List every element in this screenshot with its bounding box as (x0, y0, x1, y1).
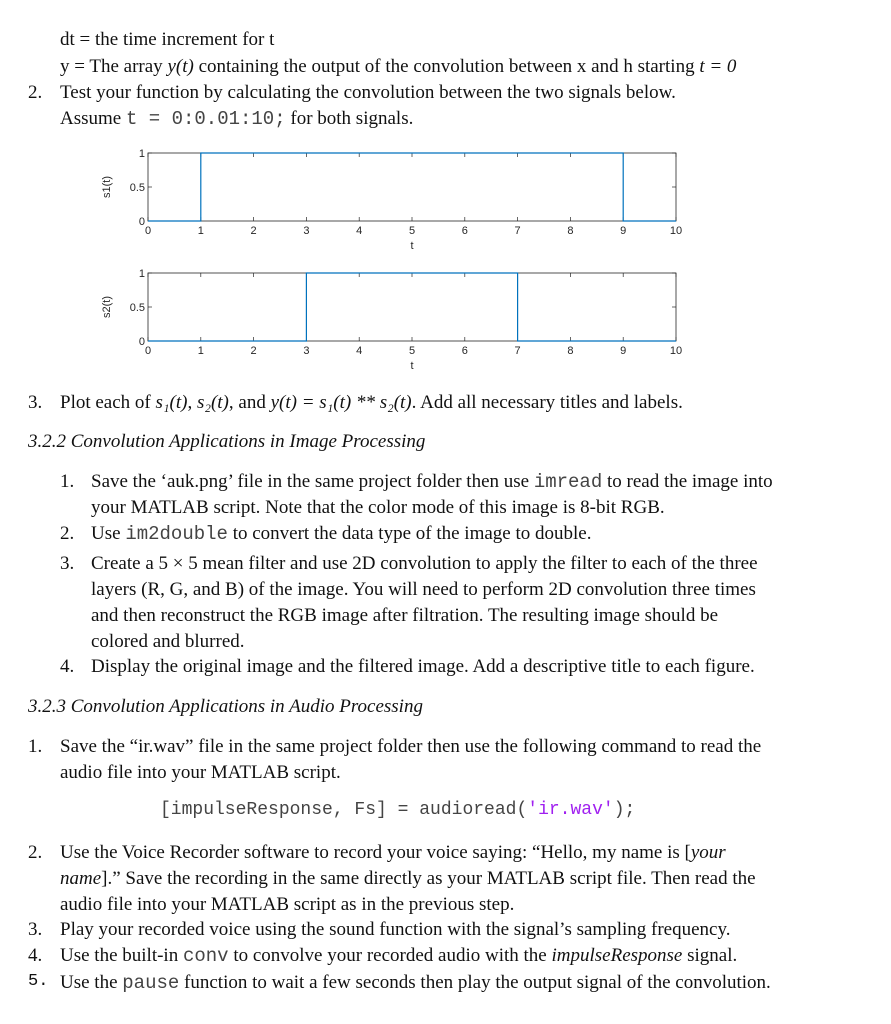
x-tick-label: 8 (567, 225, 574, 237)
audio-item-1-line1: Save the “ir.wav” file in the same project folder then use the following command to read the (60, 736, 762, 757)
x-axis-label: t (410, 240, 414, 252)
x-tick-label: 1 (197, 345, 204, 357)
img-item-3-line2: layers (R, G, and B) of the image. You will need to perform 2D convolution three times (91, 579, 756, 600)
y-tick-label: 1 (138, 268, 145, 280)
img-item-1-text: Save the ‘auk.png’ file in the same project folder then use imread to read the image into (91, 471, 773, 493)
x-tick-label: 9 (620, 345, 627, 357)
y-tick-label: 1 (138, 148, 145, 160)
audio-item-2-line2: name].” Save the recording in the same directly as your MATLAB script file. Then read the (60, 868, 756, 889)
audio-item-2-line1: Use the Voice Recorder software to record your voice saying: “Hello, my name is [your (60, 842, 726, 863)
x-tick-label: 10 (669, 345, 683, 357)
x-tick-label: 2 (250, 345, 257, 357)
im2double-code: im2double (125, 523, 228, 545)
section-heading-image: 3.2.2 Convolution Applications in Image Processing (28, 431, 426, 452)
y-axis-label: s2(t) (101, 296, 113, 318)
x-tick-label: 9 (620, 225, 627, 237)
imread-code: imread (533, 471, 603, 493)
x-tick-label: 7 (514, 225, 521, 237)
audio-item-4-number: 4. (28, 945, 43, 966)
plot-frame (148, 153, 676, 221)
img-item-3-line4: colored and blurred. (91, 631, 245, 652)
item-3-text: Plot each of s₁(t), s₂(t), and y(t) = s₁(t) ** s₂(t). Add all necessary titles and labels. (60, 392, 683, 413)
assume-line: Assume t = 0:0.01:10; for both signals. (60, 108, 414, 130)
audio-item-2-number: 2. (28, 842, 43, 863)
y-axis-label: s1(t) (101, 176, 113, 198)
x-axis-label: t (410, 360, 414, 372)
y-definition: y = The array y(t) containing the output of the convolution between x and h starting t = 0 (60, 56, 737, 77)
assume-code: t = 0:0.01:10; (125, 108, 286, 130)
x-tick-label: 4 (356, 225, 363, 237)
x-tick-label: 3 (303, 225, 310, 237)
audio-item-5-text: Use the pause function to wait a few seconds then play the output signal of the convolution. (60, 972, 771, 994)
item-3-number: 3. (28, 392, 43, 413)
img-item-3-line3: and then reconstruct the RGB image after filtration. The resulting image should be (91, 605, 718, 626)
x-tick-label: 10 (669, 225, 683, 237)
audioread-code: [impulseResponse, Fs] = audioread('ir.wav'); (160, 800, 636, 820)
conv-code: conv (182, 945, 229, 967)
y-tick-label: 0.5 (129, 302, 145, 314)
y-tick-label: 0 (138, 216, 145, 228)
img-item-4-text: Display the original image and the filtered image. Add a descriptive title to each figure. (91, 656, 755, 677)
img-item-2-number: 2. (60, 523, 75, 544)
x-tick-label: 6 (461, 345, 468, 357)
dt-definition: dt = the time increment for t (60, 29, 275, 50)
pause-code: pause (122, 972, 180, 994)
img-item-1-number: 1. (60, 471, 75, 492)
x-tick-label: 8 (567, 345, 574, 357)
signal-plots (0, 140, 891, 390)
img-item-3-line1: Create a 5 × 5 mean filter and use 2D convolution to apply the filter to each of the three (91, 553, 758, 574)
item-2-text: Test your function by calculating the convolution between the two signals below. (60, 82, 676, 103)
img-item-2-text: Use im2double to convert the data type of the image to double. (91, 523, 592, 545)
img-item-4-number: 4. (60, 656, 75, 677)
x-tick-label: 7 (514, 345, 521, 357)
x-tick-label: 0 (144, 225, 152, 237)
x-tick-label: 4 (356, 345, 363, 357)
x-tick-label: 6 (461, 225, 468, 237)
audio-item-3-number: 3. (28, 919, 43, 940)
img-item-3-number: 3. (60, 553, 75, 574)
y-tick-label: 0 (138, 336, 145, 348)
img-item-1-line2: your MATLAB script. Note that the color mode of this image is 8-bit RGB. (91, 497, 665, 518)
x-tick-label: 2 (250, 225, 257, 237)
item-2-number: 2. (28, 82, 43, 103)
x-tick-label: 1 (197, 225, 204, 237)
x-tick-label: 3 (303, 345, 310, 357)
audio-item-1-line2: audio file into your MATLAB script. (60, 762, 341, 783)
audio-item-4-text: Use the built-in conv to convolve your recorded audio with the impulseResponse signal. (60, 945, 738, 967)
plot-frame (148, 273, 676, 341)
audio-item-5-number: 5. (28, 972, 49, 991)
audio-item-1-number: 1. (28, 736, 43, 757)
x-tick-label: 0 (144, 345, 152, 357)
x-tick-label: 5 (408, 345, 416, 357)
y-tick-label: 0.5 (129, 182, 145, 194)
audio-item-3-text: Play your recorded voice using the sound function with the signal’s sampling frequency. (60, 919, 731, 940)
audio-item-2-line3: audio file into your MATLAB script as in the previous step. (60, 894, 515, 915)
section-heading-audio: 3.2.3 Convolution Applications in Audio Processing (28, 696, 423, 717)
x-tick-label: 5 (408, 225, 416, 237)
